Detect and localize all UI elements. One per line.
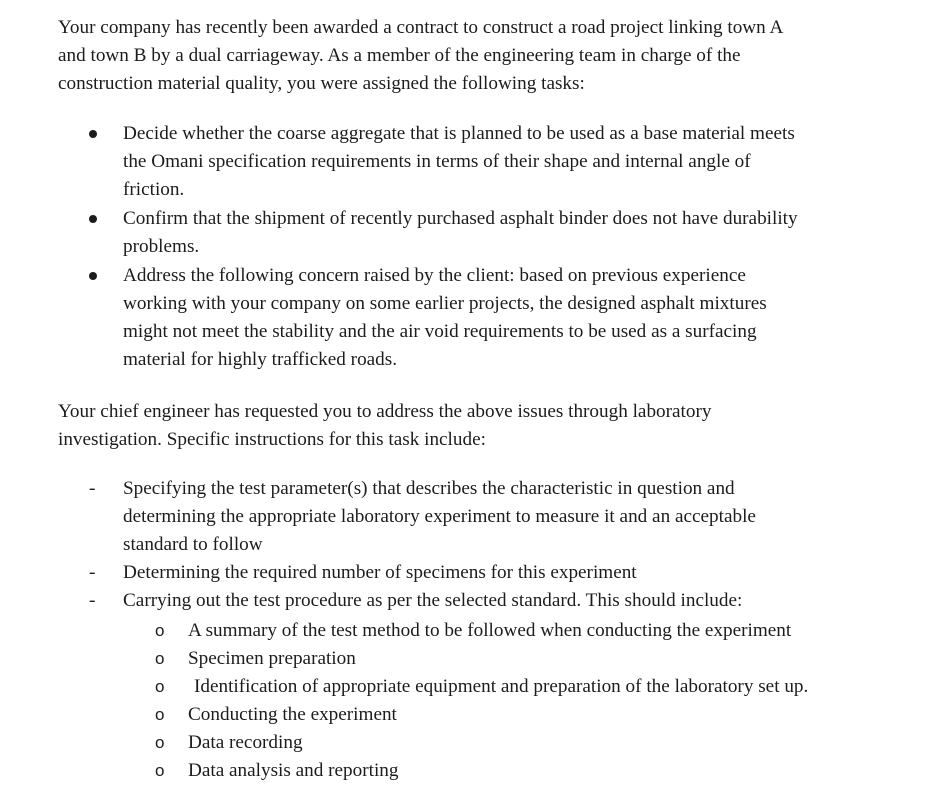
procedure-text: Specimen preparation: [188, 648, 356, 669]
intro-line: Your company has recently been awarded a contract to construct a road project linking town A: [58, 17, 784, 38]
bullet-icon: [89, 215, 97, 223]
instruction-text: [123, 587, 949, 615]
task-line: the Omani specification requirements in terms of their shape and internal angle of: [123, 151, 751, 172]
task-item: [0, 205, 949, 261]
instruction-item: [0, 475, 949, 559]
intro-paragraph: [58, 14, 898, 98]
procedure-text: Data analysis and reporting: [188, 760, 399, 781]
procedure-list: [0, 617, 949, 785]
task-item: [0, 262, 949, 374]
instructions-line: Your chief engineer has requested you to address the above issues through laboratory: [58, 401, 712, 422]
circle-bullet-icon: o: [155, 677, 165, 696]
instructions-line: investigation. Specific instructions for this task include:: [58, 429, 486, 450]
dash-icon: -: [89, 478, 96, 499]
procedure-text: Conducting the experiment: [188, 704, 397, 725]
task-list: [0, 120, 949, 375]
task-line: Confirm that the shipment of recently purchased asphalt binder does not have durability: [123, 208, 798, 229]
procedure-item: [0, 617, 949, 645]
bullet-icon: [89, 130, 97, 138]
procedure-item: [0, 729, 949, 757]
dash-icon: -: [89, 590, 96, 611]
procedure-text: Identification of appropriate equipment and preparation of the laboratory set up.: [194, 676, 809, 697]
procedure-item: [0, 673, 949, 701]
procedure-item: [0, 701, 949, 729]
circle-bullet-icon: o: [155, 705, 165, 724]
instruction-item: [0, 559, 949, 587]
intro-line: construction material quality, you were assigned the following tasks:: [58, 73, 585, 94]
circle-bullet-icon: o: [155, 761, 165, 780]
task-item: [0, 120, 949, 204]
task-line: Address the following concern raised by the client: based on previous experience: [123, 265, 746, 286]
instruction-line: Carrying out the test procedure as per the selected standard. This should include:: [123, 590, 743, 611]
procedure-text: Data recording: [188, 732, 303, 753]
task-line: friction.: [123, 179, 185, 200]
instruction-text: [123, 559, 949, 587]
task-line: problems.: [123, 236, 200, 257]
instruction-line: Determining the required number of specimens for this experiment: [123, 562, 637, 583]
task-text: [123, 205, 949, 261]
instruction-line: determining the appropriate laboratory experiment to measure it and an acceptable: [123, 506, 756, 527]
circle-bullet-icon: o: [155, 733, 165, 752]
bullet-icon: [89, 272, 97, 280]
circle-bullet-icon: o: [155, 649, 165, 668]
instruction-item: [0, 587, 949, 615]
task-text: [123, 262, 949, 374]
instruction-text: [123, 475, 949, 559]
intro-line: and town B by a dual carriageway. As a member of the engineering team in charge of the: [58, 45, 741, 66]
task-line: might not meet the stability and the air void requirements to be used as a surfacing: [123, 321, 757, 342]
task-line: Decide whether the coarse aggregate that is planned to be used as a base material meets: [123, 123, 795, 144]
procedure-item: [0, 757, 949, 785]
instruction-line: standard to follow: [123, 534, 263, 555]
instructions-paragraph: [58, 398, 898, 454]
task-text: [123, 120, 949, 204]
task-line: working with your company on some earlier projects, the designed asphalt mixtures: [123, 293, 767, 314]
instruction-list: [0, 475, 949, 615]
dash-icon: -: [89, 562, 96, 583]
task-line: material for highly trafficked roads.: [123, 349, 398, 370]
circle-bullet-icon: o: [155, 621, 165, 640]
instruction-line: Specifying the test parameter(s) that describes the characteristic in question and: [123, 478, 735, 499]
procedure-item: [0, 645, 949, 673]
procedure-text: A summary of the test method to be followed when conducting the experiment: [188, 620, 792, 641]
